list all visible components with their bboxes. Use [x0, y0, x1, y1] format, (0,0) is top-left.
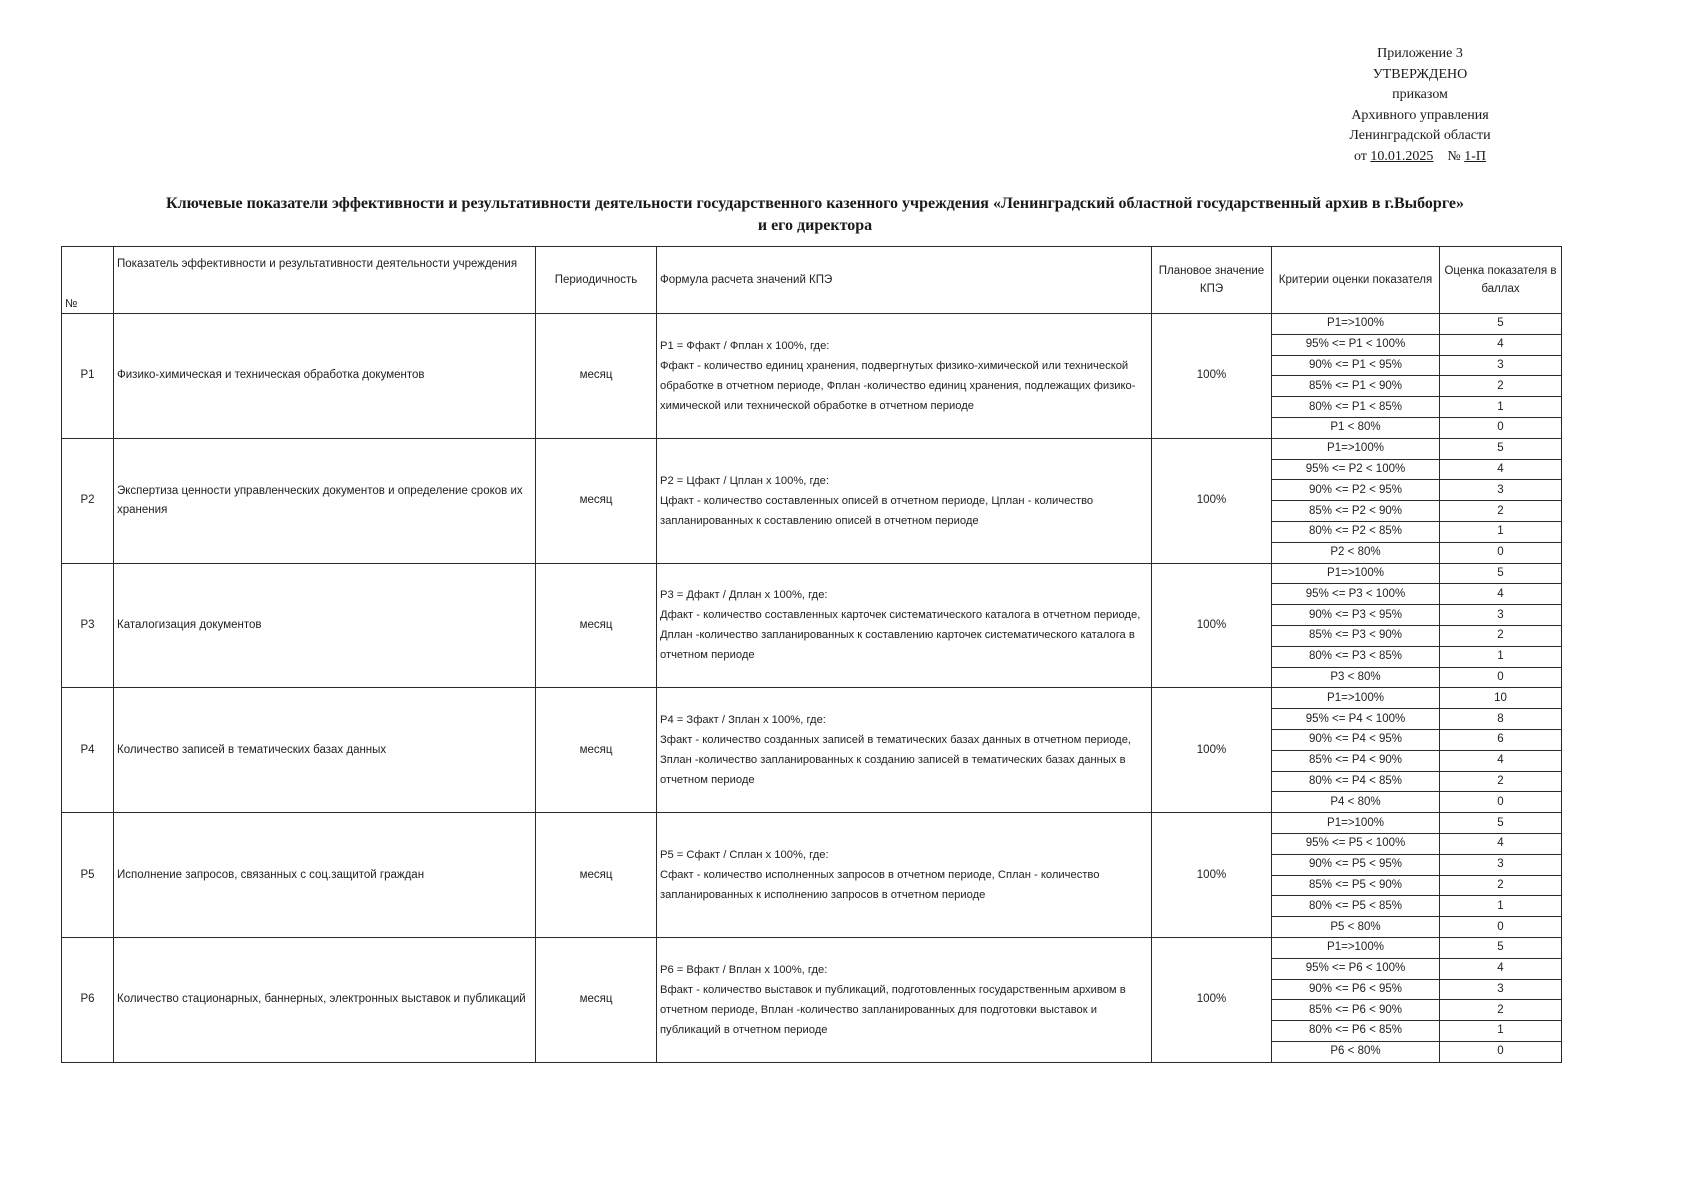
indicator-periodicity: месяц: [536, 438, 657, 563]
score-cell: 1: [1440, 896, 1562, 917]
criteria-cell: 90% <= P4 < 95%: [1272, 729, 1440, 750]
formula-description: Цфакт - количество составленных описей в отчетном периоде, Цплан - количество запланированных к составлению описей в отчетном периоде: [660, 494, 1094, 527]
score-cell: 4: [1440, 584, 1562, 605]
indicator-formula: [657, 937, 1152, 1062]
formula-expression: P1 = Ффакт / Фплан х 100%, где:: [660, 339, 830, 352]
score-cell: 2: [1440, 501, 1562, 522]
indicator-code: P2: [62, 438, 114, 563]
score-cell: 0: [1440, 417, 1562, 438]
criteria-cell: 95% <= P5 < 100%: [1272, 833, 1440, 854]
indicator-plan-value: 100%: [1152, 813, 1272, 938]
score-cell: 1: [1440, 397, 1562, 418]
indicator-name: Количество стационарных, баннерных, электронных выставок и публикаций: [114, 937, 536, 1062]
approval-number: 1-П: [1464, 148, 1487, 164]
indicator-plan-value: 100%: [1152, 688, 1272, 813]
table-header-row: [62, 247, 1562, 314]
table-row: [62, 688, 1562, 709]
number-prefix: №: [1447, 148, 1461, 164]
score-cell: 5: [1440, 438, 1562, 459]
indicator-code: P6: [62, 937, 114, 1062]
table-row: [62, 438, 1562, 459]
document-title: [50, 193, 1580, 237]
authority-region: Ленинградской области: [1349, 128, 1491, 143]
criteria-cell: 90% <= P5 < 95%: [1272, 854, 1440, 875]
criteria-cell: P1 < 80%: [1272, 417, 1440, 438]
indicator-code: P3: [62, 563, 114, 688]
approved-label: УТВЕРЖДЕНО: [1372, 66, 1468, 82]
header-score: Оценка показателя в баллах: [1440, 247, 1562, 314]
criteria-cell: P1=>100%: [1272, 563, 1440, 584]
table-body: [62, 314, 1562, 1063]
score-cell: 4: [1440, 750, 1562, 771]
formula-description: Ффакт - количество единиц хранения, подвергнутых физико-химической или технической обработке в отчетном периоде, Фплан -количество единиц хранения, подлежащих физико-химической или технической обработке в отчетном периоде: [660, 359, 1136, 412]
indicator-name: Каталогизация документов: [114, 563, 536, 688]
table-row: [62, 937, 1562, 958]
kpi-table: [61, 246, 1562, 1063]
header-plan: Плановое значение КПЭ: [1152, 247, 1272, 314]
criteria-cell: P1=>100%: [1272, 813, 1440, 834]
criteria-cell: 85% <= P6 < 90%: [1272, 1000, 1440, 1021]
criteria-cell: P2 < 80%: [1272, 542, 1440, 563]
criteria-cell: P1=>100%: [1272, 937, 1440, 958]
score-cell: 2: [1440, 376, 1562, 397]
table-row: [62, 314, 1562, 335]
authority-name: Архивного управления: [1351, 107, 1489, 123]
criteria-cell: P5 < 80%: [1272, 917, 1440, 938]
order-label: приказом: [1392, 87, 1448, 102]
indicator-formula: [657, 688, 1152, 813]
header-periodicity: Периодичность: [536, 247, 657, 314]
score-cell: 5: [1440, 937, 1562, 958]
criteria-cell: P3 < 80%: [1272, 667, 1440, 688]
criteria-cell: 90% <= P6 < 95%: [1272, 979, 1440, 1000]
indicator-formula: [657, 563, 1152, 688]
criteria-cell: P4 < 80%: [1272, 792, 1440, 813]
formula-description: Сфакт - количество исполненных запросов в отчетном периоде, Сплан - количество запланированных к исполнению запросов в отчетном периоде: [660, 869, 1100, 902]
criteria-cell: P6 < 80%: [1272, 1041, 1440, 1062]
criteria-cell: 95% <= P6 < 100%: [1272, 958, 1440, 979]
criteria-cell: 90% <= P3 < 95%: [1272, 605, 1440, 626]
title-line-1: Ключевые показатели эффективности и результативности деятельности государственного казенного учреждения «Ленинградский областной государственный архив в г.Выборге»: [166, 195, 1464, 212]
indicator-periodicity: месяц: [536, 937, 657, 1062]
score-cell: 1: [1440, 521, 1562, 542]
score-cell: 3: [1440, 979, 1562, 1000]
criteria-cell: 95% <= P1 < 100%: [1272, 334, 1440, 355]
criteria-cell: 95% <= P2 < 100%: [1272, 459, 1440, 480]
score-cell: 6: [1440, 729, 1562, 750]
indicator-name: Экспертиза ценности управленческих документов и определение сроков их хранения: [114, 438, 536, 563]
score-cell: 10: [1440, 688, 1562, 709]
approval-date-line: [1300, 147, 1540, 168]
indicator-plan-value: 100%: [1152, 314, 1272, 439]
criteria-cell: 95% <= P3 < 100%: [1272, 584, 1440, 605]
indicator-periodicity: месяц: [536, 563, 657, 688]
score-cell: 4: [1440, 958, 1562, 979]
criteria-cell: 85% <= P1 < 90%: [1272, 376, 1440, 397]
criteria-cell: 85% <= P5 < 90%: [1272, 875, 1440, 896]
score-cell: 8: [1440, 709, 1562, 730]
criteria-cell: P1=>100%: [1272, 438, 1440, 459]
indicator-plan-value: 100%: [1152, 563, 1272, 688]
score-cell: 2: [1440, 771, 1562, 792]
indicator-name: Исполнение запросов, связанных с соц.защитой граждан: [114, 813, 536, 938]
score-cell: 2: [1440, 875, 1562, 896]
score-cell: 0: [1440, 792, 1562, 813]
criteria-cell: 80% <= P4 < 85%: [1272, 771, 1440, 792]
score-cell: 4: [1440, 833, 1562, 854]
approval-stamp: [1300, 44, 1540, 167]
formula-expression: P6 = Вфакт / Вплан х 100%, где:: [660, 963, 828, 976]
indicator-code: P4: [62, 688, 114, 813]
score-cell: 2: [1440, 625, 1562, 646]
score-cell: 0: [1440, 542, 1562, 563]
score-cell: 1: [1440, 1021, 1562, 1042]
indicator-formula: [657, 438, 1152, 563]
indicator-name: Количество записей в тематических базах данных: [114, 688, 536, 813]
appendix-label: Приложение 3: [1377, 46, 1463, 61]
score-cell: 5: [1440, 563, 1562, 584]
indicator-code: P5: [62, 813, 114, 938]
indicator-code: P1: [62, 314, 114, 439]
score-cell: 5: [1440, 314, 1562, 335]
formula-expression: P5 = Сфакт / Сплан х 100%, где:: [660, 849, 829, 862]
approval-date: 10.01.2025: [1370, 148, 1434, 164]
table-row: [62, 563, 1562, 584]
criteria-cell: 85% <= P4 < 90%: [1272, 750, 1440, 771]
formula-expression: P2 = Цфакт / Цплан х 100%, где:: [660, 474, 829, 487]
criteria-cell: 80% <= P3 < 85%: [1272, 646, 1440, 667]
indicator-periodicity: месяц: [536, 314, 657, 439]
formula-description: Зфакт - количество созданных записей в тематических базах данных в отчетном периоде, Зплан -количество запланированных к созданию записей в тематических базах данных в отчетном периоде: [660, 734, 1132, 787]
score-cell: 3: [1440, 605, 1562, 626]
score-cell: 3: [1440, 480, 1562, 501]
criteria-cell: 85% <= P3 < 90%: [1272, 625, 1440, 646]
formula-expression: P4 = Зфакт / Зплан х 100%, где:: [660, 714, 826, 727]
criteria-cell: 80% <= P2 < 85%: [1272, 521, 1440, 542]
score-cell: 4: [1440, 334, 1562, 355]
criteria-cell: P1=>100%: [1272, 314, 1440, 335]
table-row: [62, 813, 1562, 834]
score-cell: 0: [1440, 917, 1562, 938]
header-criteria: Критерии оценки показателя: [1272, 247, 1440, 314]
title-line-2: и его директора: [757, 217, 873, 234]
indicator-plan-value: 100%: [1152, 438, 1272, 563]
indicator-periodicity: месяц: [536, 813, 657, 938]
formula-expression: P3 = Дфакт / Дплан х 100%, где:: [660, 589, 828, 602]
indicator-plan-value: 100%: [1152, 937, 1272, 1062]
header-indicator: Показатель эффективности и результативности деятельности учреждения: [114, 247, 536, 314]
header-formula: Формула расчета значений КПЭ: [657, 247, 1152, 314]
criteria-cell: 85% <= P2 < 90%: [1272, 501, 1440, 522]
formula-description: Дфакт - количество составленных карточек систематического каталога в отчетном периоде, Дплан -количество запланированных к составлению карточек систематического каталога в отчетном периоде: [660, 609, 1141, 662]
formula-description: Вфакт - количество выставок и публикаций, подготовленных государственным архивом в отчетном периоде, Вплан -количество запланированных для подготовки выставок и публикаций в отчетном периоде: [660, 983, 1126, 1036]
criteria-cell: 90% <= P1 < 95%: [1272, 355, 1440, 376]
score-cell: 4: [1440, 459, 1562, 480]
score-cell: 1: [1440, 646, 1562, 667]
indicator-formula: [657, 314, 1152, 439]
criteria-cell: 80% <= P1 < 85%: [1272, 397, 1440, 418]
indicator-periodicity: месяц: [536, 688, 657, 813]
indicator-formula: [657, 813, 1152, 938]
score-cell: 3: [1440, 854, 1562, 875]
score-cell: 3: [1440, 355, 1562, 376]
score-cell: 5: [1440, 813, 1562, 834]
criteria-cell: P1=>100%: [1272, 688, 1440, 709]
date-prefix: от: [1353, 148, 1367, 164]
indicator-name: Физико-химическая и техническая обработка документов: [114, 314, 536, 439]
criteria-cell: 90% <= P2 < 95%: [1272, 480, 1440, 501]
header-no: №: [62, 247, 114, 314]
criteria-cell: 80% <= P5 < 85%: [1272, 896, 1440, 917]
criteria-cell: 80% <= P6 < 85%: [1272, 1021, 1440, 1042]
score-cell: 0: [1440, 1041, 1562, 1062]
score-cell: 2: [1440, 1000, 1562, 1021]
score-cell: 0: [1440, 667, 1562, 688]
criteria-cell: 95% <= P4 < 100%: [1272, 709, 1440, 730]
